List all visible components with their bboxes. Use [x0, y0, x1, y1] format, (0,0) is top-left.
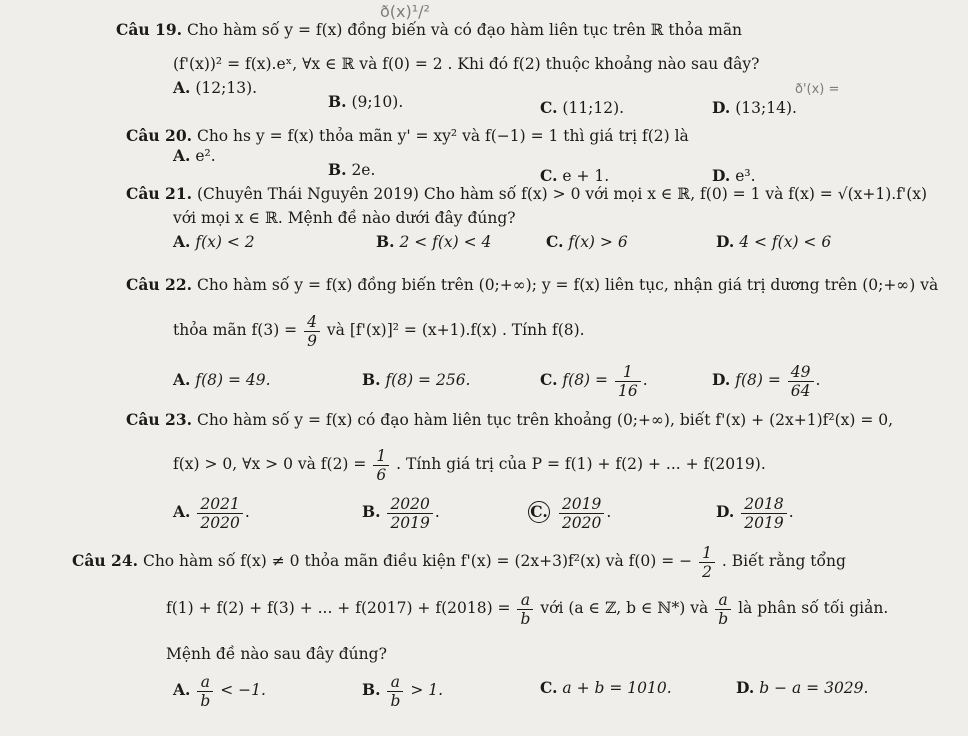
q21-option-d: D. 4 < f(x) < 6: [716, 232, 832, 251]
q19-option-b: B. (9;10).: [328, 92, 404, 111]
q20-option-d: D. e³.: [712, 166, 756, 185]
handwritten-note-side: ð'(x) =: [795, 82, 840, 97]
q22-text1: Cho hàm số y = f(x) đồng biến trên (0;+∞); y = f(x) liên tục, nhận giá trị dương trên (0;+∞) và: [196, 276, 939, 294]
handwritten-note-top: ð(x)¹/²: [380, 2, 430, 21]
q22-option-c: C. f(8) = $\frac{1}{16}$ .: [540, 362, 648, 400]
q23-line1: [126, 410, 893, 430]
q20-option-c: C. e + 1.: [540, 166, 610, 185]
q19-option-a: A. (12;13).: [173, 78, 258, 97]
q24-option-d: D. b − a = 3029.: [736, 678, 869, 697]
q24-option-c: C. a + b = 1010.: [540, 678, 672, 697]
q19-line1: [116, 20, 742, 40]
q24-option-a: A. $\frac{a}{b}$ < −1.: [173, 672, 266, 710]
q24-line2: f(1) + f(2) + f(3) + ... + f(2017) + f(2018) = $\frac{a}{b}$ với (a ∈ ℤ, b ∈ ℕ*) và $\frac{a}{b}$ là phân số tối giản.: [166, 590, 889, 628]
q20-text1: Cho hs y = f(x) thỏa mãn y' = xy² và f(−1) = 1 thì giá trị f(2) là: [196, 127, 689, 145]
q24-line1: Câu 24. Cho hàm số f(x) ≠ 0 thỏa mãn điều kiện f'(x) = (2x+3)f²(x) và f(0) = − $\frac{1}{2}$ . Biết rằng tổng: [72, 543, 846, 581]
q21-line2: [173, 208, 516, 228]
q21-line1: [126, 184, 927, 204]
q23-text1: Cho hàm số y = f(x) có đạo hàm liên tục trên khoảng (0;+∞), biết f'(x) + (2x+1)f²(x) = 0,: [196, 411, 894, 429]
q22-option-b: B. f(8) = 256.: [362, 370, 471, 389]
q20-line1: [126, 126, 689, 146]
q19-label: Câu 19.: [116, 20, 183, 39]
q20-option-b: B. 2e.: [328, 160, 376, 179]
q23-option-a: A. $\frac{2021}{2020}$ .: [173, 494, 250, 532]
q23-option-d: D. $\frac{2018}{2019}$ .: [716, 494, 794, 532]
q19-text1: Cho hàm số y = f(x) đồng biến và có đạo hàm liên tục trên ℝ thỏa mãn: [186, 21, 743, 39]
q22-line1: [126, 275, 938, 295]
q22-option-a: A. f(8) = 49.: [173, 370, 271, 389]
q23-fraction: $\frac{1}{6}$: [373, 447, 389, 484]
q19-line2: [173, 54, 759, 74]
q24-option-b: B. $\frac{a}{b}$ > 1.: [362, 672, 444, 710]
q22-label: Câu 22.: [126, 275, 193, 294]
q21-label: Câu 21.: [126, 184, 193, 203]
q22-line2: thỏa mãn f(3) = $\frac{4}{9}$ và [f'(x)]² = (x+1).f(x) . Tính f(8).: [173, 312, 585, 350]
q23-option-c: C. $\frac{2019}{2020}$ .: [528, 492, 611, 532]
q20-label: Câu 20.: [126, 126, 193, 145]
q20-option-a: A. e².: [173, 146, 216, 165]
selected-answer-circle: C.: [528, 501, 550, 523]
q21-option-a: A. f(x) < 2: [173, 232, 255, 251]
q21-text1: (Chuyên Thái Nguyên 2019) Cho hàm số f(x) > 0 với mọi x ∈ ℝ, f(0) = 1 và f(x) = √(x+1).f'(x): [196, 185, 928, 203]
q19-text2: (f'(x))² = f(x).eˣ, ∀x ∈ ℝ và f(0) = 2 . Khi đó f(2) thuộc khoảng nào sau đây?: [173, 55, 760, 73]
q24-line3: Mệnh đề nào sau đây đúng?: [166, 645, 387, 663]
q22-option-d: D. f(8) = $\frac{49}{64}$ .: [712, 362, 821, 400]
q23-line2: f(x) > 0, ∀x > 0 và f(2) = $\frac{1}{6}$ . Tính giá trị của P = f(1) + f(2) + ... + f(2019).: [173, 446, 766, 484]
q21-text2: với mọi x ∈ ℝ. Mệnh đề nào dưới đây đúng?: [173, 209, 516, 227]
q23-option-b: B. $\frac{2020}{2019}$ .: [362, 494, 440, 532]
q24-label: Câu 24.: [72, 551, 139, 570]
q22-fraction: $\frac{4}{9}$: [304, 313, 320, 350]
q21-option-b: B. 2 < f(x) < 4: [376, 232, 492, 251]
q19-option-d: D. (13;14).: [712, 98, 797, 117]
q19-option-c: C. (11;12).: [540, 98, 625, 117]
q21-option-c: C. f(x) > 6: [546, 232, 628, 251]
q23-label: Câu 23.: [126, 410, 193, 429]
